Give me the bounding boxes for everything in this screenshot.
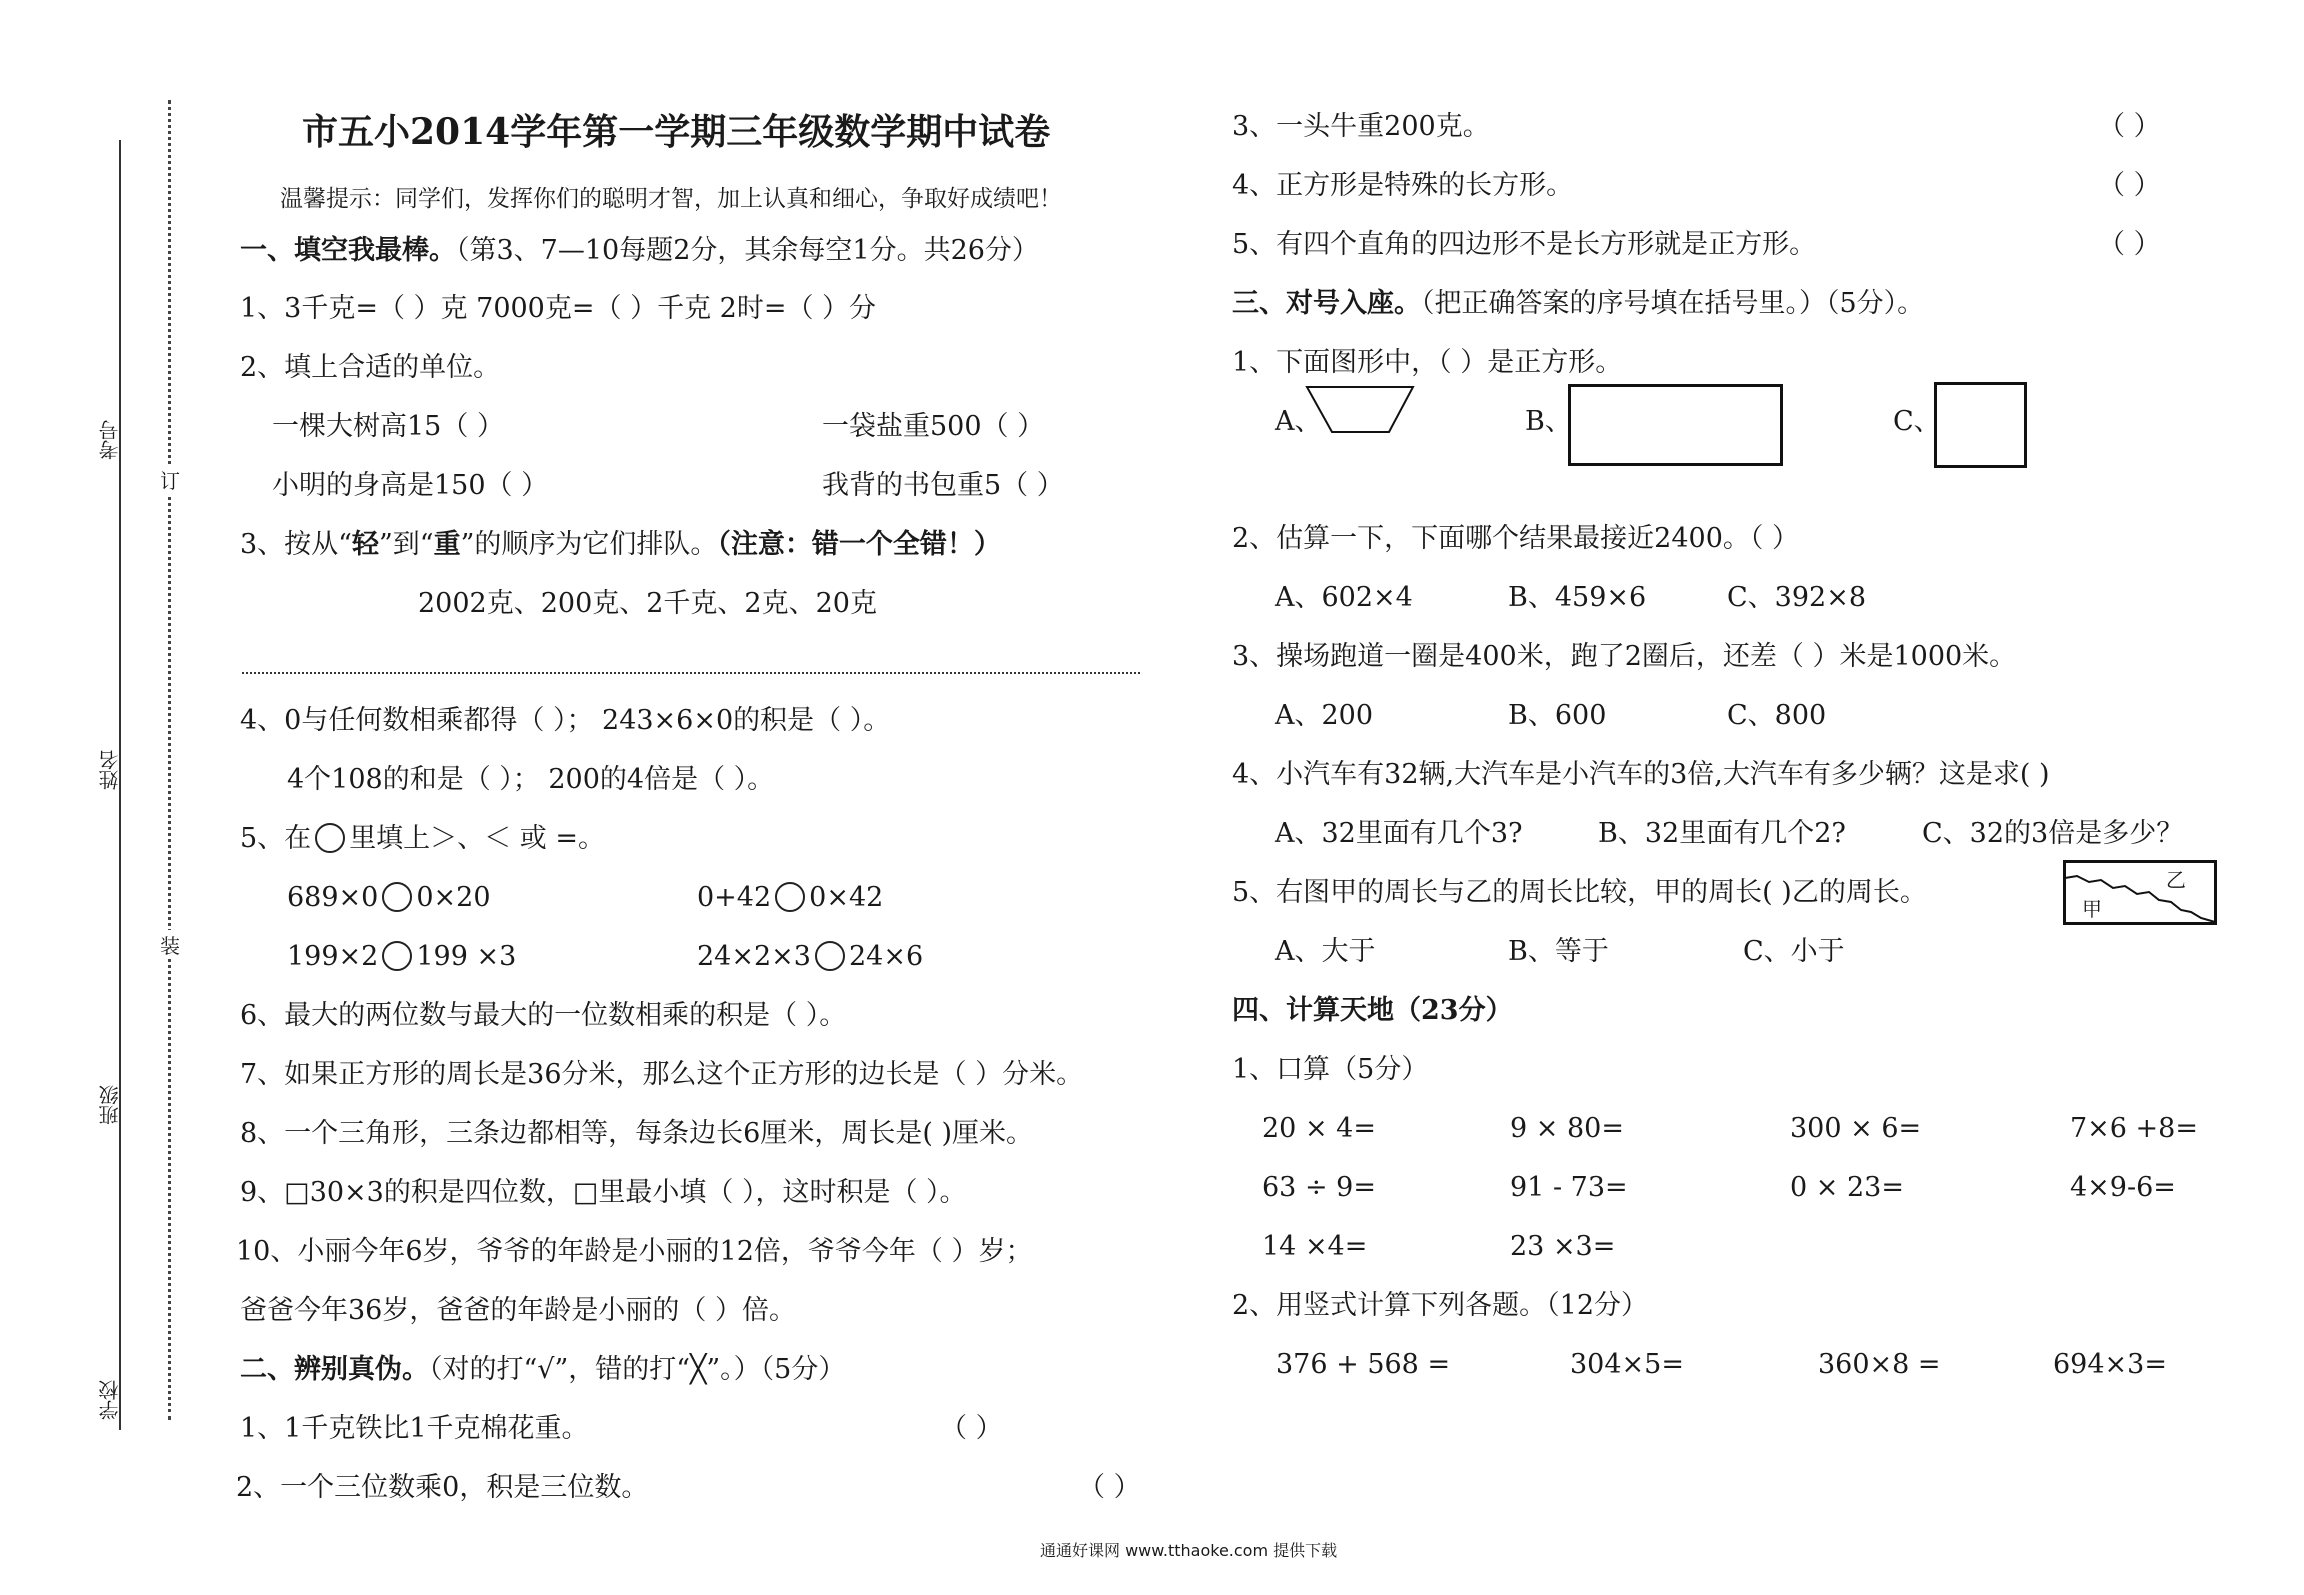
trapezoid-shape bbox=[1305, 385, 1415, 435]
sec2-q3: 3、一头牛重200克。 bbox=[1232, 111, 1490, 142]
sec1-q5-row1-right bbox=[697, 881, 883, 915]
q5a1: 689×0 bbox=[287, 882, 379, 913]
square-shape bbox=[1934, 382, 2028, 468]
calc-r1-c3: 300 × 6= bbox=[1790, 1113, 1922, 1144]
binding-dotted-line bbox=[168, 100, 171, 1420]
binding-label-school: 学校 bbox=[98, 1380, 122, 1420]
sec1-q3-heavy: 重 bbox=[433, 529, 461, 560]
sec3-heading-line bbox=[1232, 287, 1924, 321]
calc-r4-c4: 694×3= bbox=[2053, 1349, 2167, 1380]
calc-r2-c2: 91 - 73= bbox=[1510, 1172, 1628, 1203]
sec3-q3-b: B、600 bbox=[1508, 700, 1607, 731]
sec3-heading: 三、对号入座。 bbox=[1232, 288, 1421, 319]
sec3-q4: 4、小汽车有32辆,大汽车是小汽车的3倍,大汽车有多少辆？这是求( ) bbox=[1232, 759, 2050, 790]
sec4-heading: 四、计算天地（23分） bbox=[1232, 995, 1513, 1026]
sec3-q3-a: A、200 bbox=[1275, 700, 1374, 731]
sec1-q4b: 4个108的和是（ ）； 200的4倍是（ ）。 bbox=[287, 764, 775, 795]
sec3-note: （把正确答案的序号填在括号里。）（5分）。 bbox=[1421, 288, 1925, 319]
sec1-q10a: 10、小丽今年6岁，爷爷的年龄是小丽的12倍，爷爷今年（ ）岁； bbox=[236, 1236, 1033, 1267]
calc-r1-c2: 9 × 80= bbox=[1510, 1113, 1624, 1144]
sec3-q2-a: A、602×4 bbox=[1275, 582, 1413, 613]
sec3-q1-b: B、 bbox=[1525, 406, 1572, 437]
compare-circle-icon bbox=[315, 823, 345, 853]
sec3-q1-c: C、 bbox=[1893, 406, 1941, 437]
sec1-q5-row2-left bbox=[287, 940, 516, 974]
sec2-q1-paren[interactable]: （ ） bbox=[940, 1413, 1003, 1444]
sec2-q5: 5、有四个直角的四边形不是长方形就是正方形。 bbox=[1232, 229, 1817, 260]
sec1-q2c: 小明的身高是150（ ） bbox=[272, 470, 549, 501]
sec1-q3 bbox=[240, 528, 1001, 562]
binding-label-kaohao: 考号 bbox=[98, 420, 122, 460]
sec1-note: （第3、7—10每题2分，其余每空1分。共26分） bbox=[456, 235, 1039, 266]
compare-circle-icon[interactable] bbox=[815, 941, 845, 971]
binding-label-class: 班级 bbox=[98, 1085, 122, 1125]
calc-r3-c1: 14 ×4= bbox=[1262, 1231, 1368, 1262]
sec3-q2: 2、估算一下，下面哪个结果最接近2400。（ ） bbox=[1232, 523, 1799, 554]
calc-r4-c3: 360×8 = bbox=[1818, 1349, 1941, 1380]
calc-r4-c2: 304×5= bbox=[1570, 1349, 1684, 1380]
sec1-q3-post: ”的顺序为它们排队。 bbox=[460, 529, 718, 560]
binding-mark-ding: 订 bbox=[160, 465, 180, 494]
rectangle-shape bbox=[1568, 384, 1784, 466]
compare-circle-icon[interactable] bbox=[382, 941, 412, 971]
sec3-q3-c: C、800 bbox=[1727, 700, 1827, 731]
sec2-q2-paren[interactable]: （ ） bbox=[1078, 1472, 1141, 1503]
sec1-q2b: 一袋盐重500（ ） bbox=[822, 411, 1045, 442]
sec1-heading-line bbox=[240, 234, 1039, 268]
q5c2: 199 ×3 bbox=[416, 941, 517, 972]
sec1-q3-mid: ”到“ bbox=[378, 529, 434, 560]
sec3-q4-c: C、32的3倍是多少？ bbox=[1922, 818, 2184, 849]
q5d2: 24×6 bbox=[848, 941, 924, 972]
sec3-q5-b: B、等于 bbox=[1508, 936, 1609, 967]
calc-r1-c4: 7×6 +8= bbox=[2070, 1113, 2198, 1144]
sec3-q5-c: C、小于 bbox=[1743, 936, 1845, 967]
sec3-q4-b: B、32里面有几个2? bbox=[1598, 818, 1846, 849]
sec4-part2: 2、用竖式计算下列各题。（12分） bbox=[1232, 1290, 1649, 1321]
sec3-q2-b: B、459×6 bbox=[1508, 582, 1647, 613]
calc-r2-c4: 4×9-6= bbox=[2070, 1172, 2176, 1203]
sec1-q5-post: 里填上＞、＜ 或 =。 bbox=[349, 823, 605, 854]
sec3-q5-a: A、大于 bbox=[1275, 936, 1376, 967]
q5b1: 0+42 bbox=[697, 882, 772, 913]
sec1-q2: 2、填上合适的单位。 bbox=[240, 352, 501, 383]
binding-label-name: 姓名 bbox=[98, 750, 122, 790]
sec1-q2a: 一棵大树高15（ ） bbox=[272, 411, 504, 442]
sec3-q4-a: A、32里面有几个3? bbox=[1275, 818, 1523, 849]
sec1-q3-note: （注意：错一个全错！） bbox=[717, 529, 1001, 560]
compare-circle-icon[interactable] bbox=[382, 882, 412, 912]
calc-r3-c2: 23 ×3= bbox=[1510, 1231, 1616, 1262]
sec1-q10b: 爸爸今年36岁，爸爸的年龄是小丽的（ ）倍。 bbox=[240, 1295, 796, 1326]
sec1-q1: 1、3千克=（ ）克 7000克=（ ）千克 2时=（ ）分 bbox=[240, 293, 877, 324]
sec2-heading-line bbox=[240, 1353, 845, 1387]
sec2-q2: 2、一个三位数乘0，积是三位数。 bbox=[236, 1472, 649, 1503]
sec1-q5-row1-left bbox=[287, 881, 491, 915]
sec2-note: （对的打“√”，错的打“╳”。）（5分） bbox=[429, 1354, 846, 1385]
sec3-q1: 1、下面图形中，（ ）是正方形。 bbox=[1232, 347, 1623, 378]
sec1-q9: 9、□30×3的积是四位数，□里最小填（ ），这时积是（ ）。 bbox=[240, 1177, 967, 1208]
sec2-q4-paren[interactable]: （ ） bbox=[2098, 170, 2161, 201]
tip-text: 温馨提示：同学们，发挥你们的聪明才智，加上认真和细心，争取好成绩吧！ bbox=[280, 186, 1062, 212]
sec1-q3-pre: 3、按从“ bbox=[240, 529, 352, 560]
sec1-q5-pre: 5、在 bbox=[240, 823, 312, 854]
sec3-q1-a: A、 bbox=[1275, 406, 1322, 437]
compare-circle-icon[interactable] bbox=[775, 882, 805, 912]
sec1-heading: 一、填空我最棒。 bbox=[240, 235, 456, 266]
sec1-q6: 6、最大的两位数与最大的一位数相乘的积是（ ）。 bbox=[240, 1000, 847, 1031]
sec3-q2-c: C、392×8 bbox=[1727, 582, 1866, 613]
sec2-q3-paren[interactable]: （ ） bbox=[2098, 111, 2161, 142]
calc-r4-c1: 376 + 568 = bbox=[1276, 1349, 1451, 1380]
sec1-q3-light: 轻 bbox=[351, 529, 379, 560]
page-title: 市五小2014学年第一学期三年级数学期中试卷 bbox=[302, 111, 1051, 153]
q5b2: 0×42 bbox=[809, 882, 884, 913]
figure-label-yi: 乙 bbox=[2166, 868, 2186, 892]
sec1-q5-row2-right bbox=[697, 940, 923, 974]
sec2-q1: 1、1千克铁比1千克棉花重。 bbox=[240, 1413, 589, 1444]
calc-r1-c1: 20 × 4= bbox=[1262, 1113, 1376, 1144]
sec1-q7: 7、如果正方形的周长是36分米，那么这个正方形的边长是（ ）分米。 bbox=[240, 1059, 1084, 1090]
q5c1: 199×2 bbox=[287, 941, 379, 972]
sec3-q3: 3、操场跑道一圈是400米，跑了2圈后，还差（ ）米是1000米。 bbox=[1232, 641, 2017, 672]
sec1-q2d: 我背的书包重5（ ） bbox=[822, 470, 1064, 501]
sec2-q5-paren[interactable]: （ ） bbox=[2098, 229, 2161, 260]
sec3-q5: 5、右图甲的周长与乙的周长比较，甲的周长( )乙的周长。 bbox=[1232, 877, 1927, 908]
sec2-heading: 二、辨别真伪。 bbox=[240, 1354, 429, 1385]
calc-r2-c3: 0 × 23= bbox=[1790, 1172, 1904, 1203]
sec1-q8: 8、一个三角形，三条边都相等，每条边长6厘米，周长是( )厘米。 bbox=[240, 1118, 1034, 1149]
sec4-part1: 1、口算（5分） bbox=[1232, 1054, 1429, 1085]
sec1-q4a: 4、0与任何数相乘都得（ ）； 243×6×0的积是（ ）。 bbox=[240, 705, 891, 736]
footer-credit: 通通好课网 www.tthaoke.com 提供下载 bbox=[1040, 1541, 1338, 1560]
answer-line bbox=[242, 672, 1140, 674]
sec1-q3-items: 2002克、200克、2千克、2克、20克 bbox=[418, 588, 877, 619]
calc-r2-c1: 63 ÷ 9= bbox=[1262, 1172, 1376, 1203]
binding-mark-zhuang: 装 bbox=[160, 930, 180, 959]
figure-label-jia: 甲 bbox=[2082, 897, 2102, 921]
q5a2: 0×20 bbox=[416, 882, 491, 913]
q5d1: 24×2×3 bbox=[697, 941, 811, 972]
sec2-q4: 4、正方形是特殊的长方形。 bbox=[1232, 170, 1574, 201]
sec1-q5 bbox=[240, 822, 605, 856]
